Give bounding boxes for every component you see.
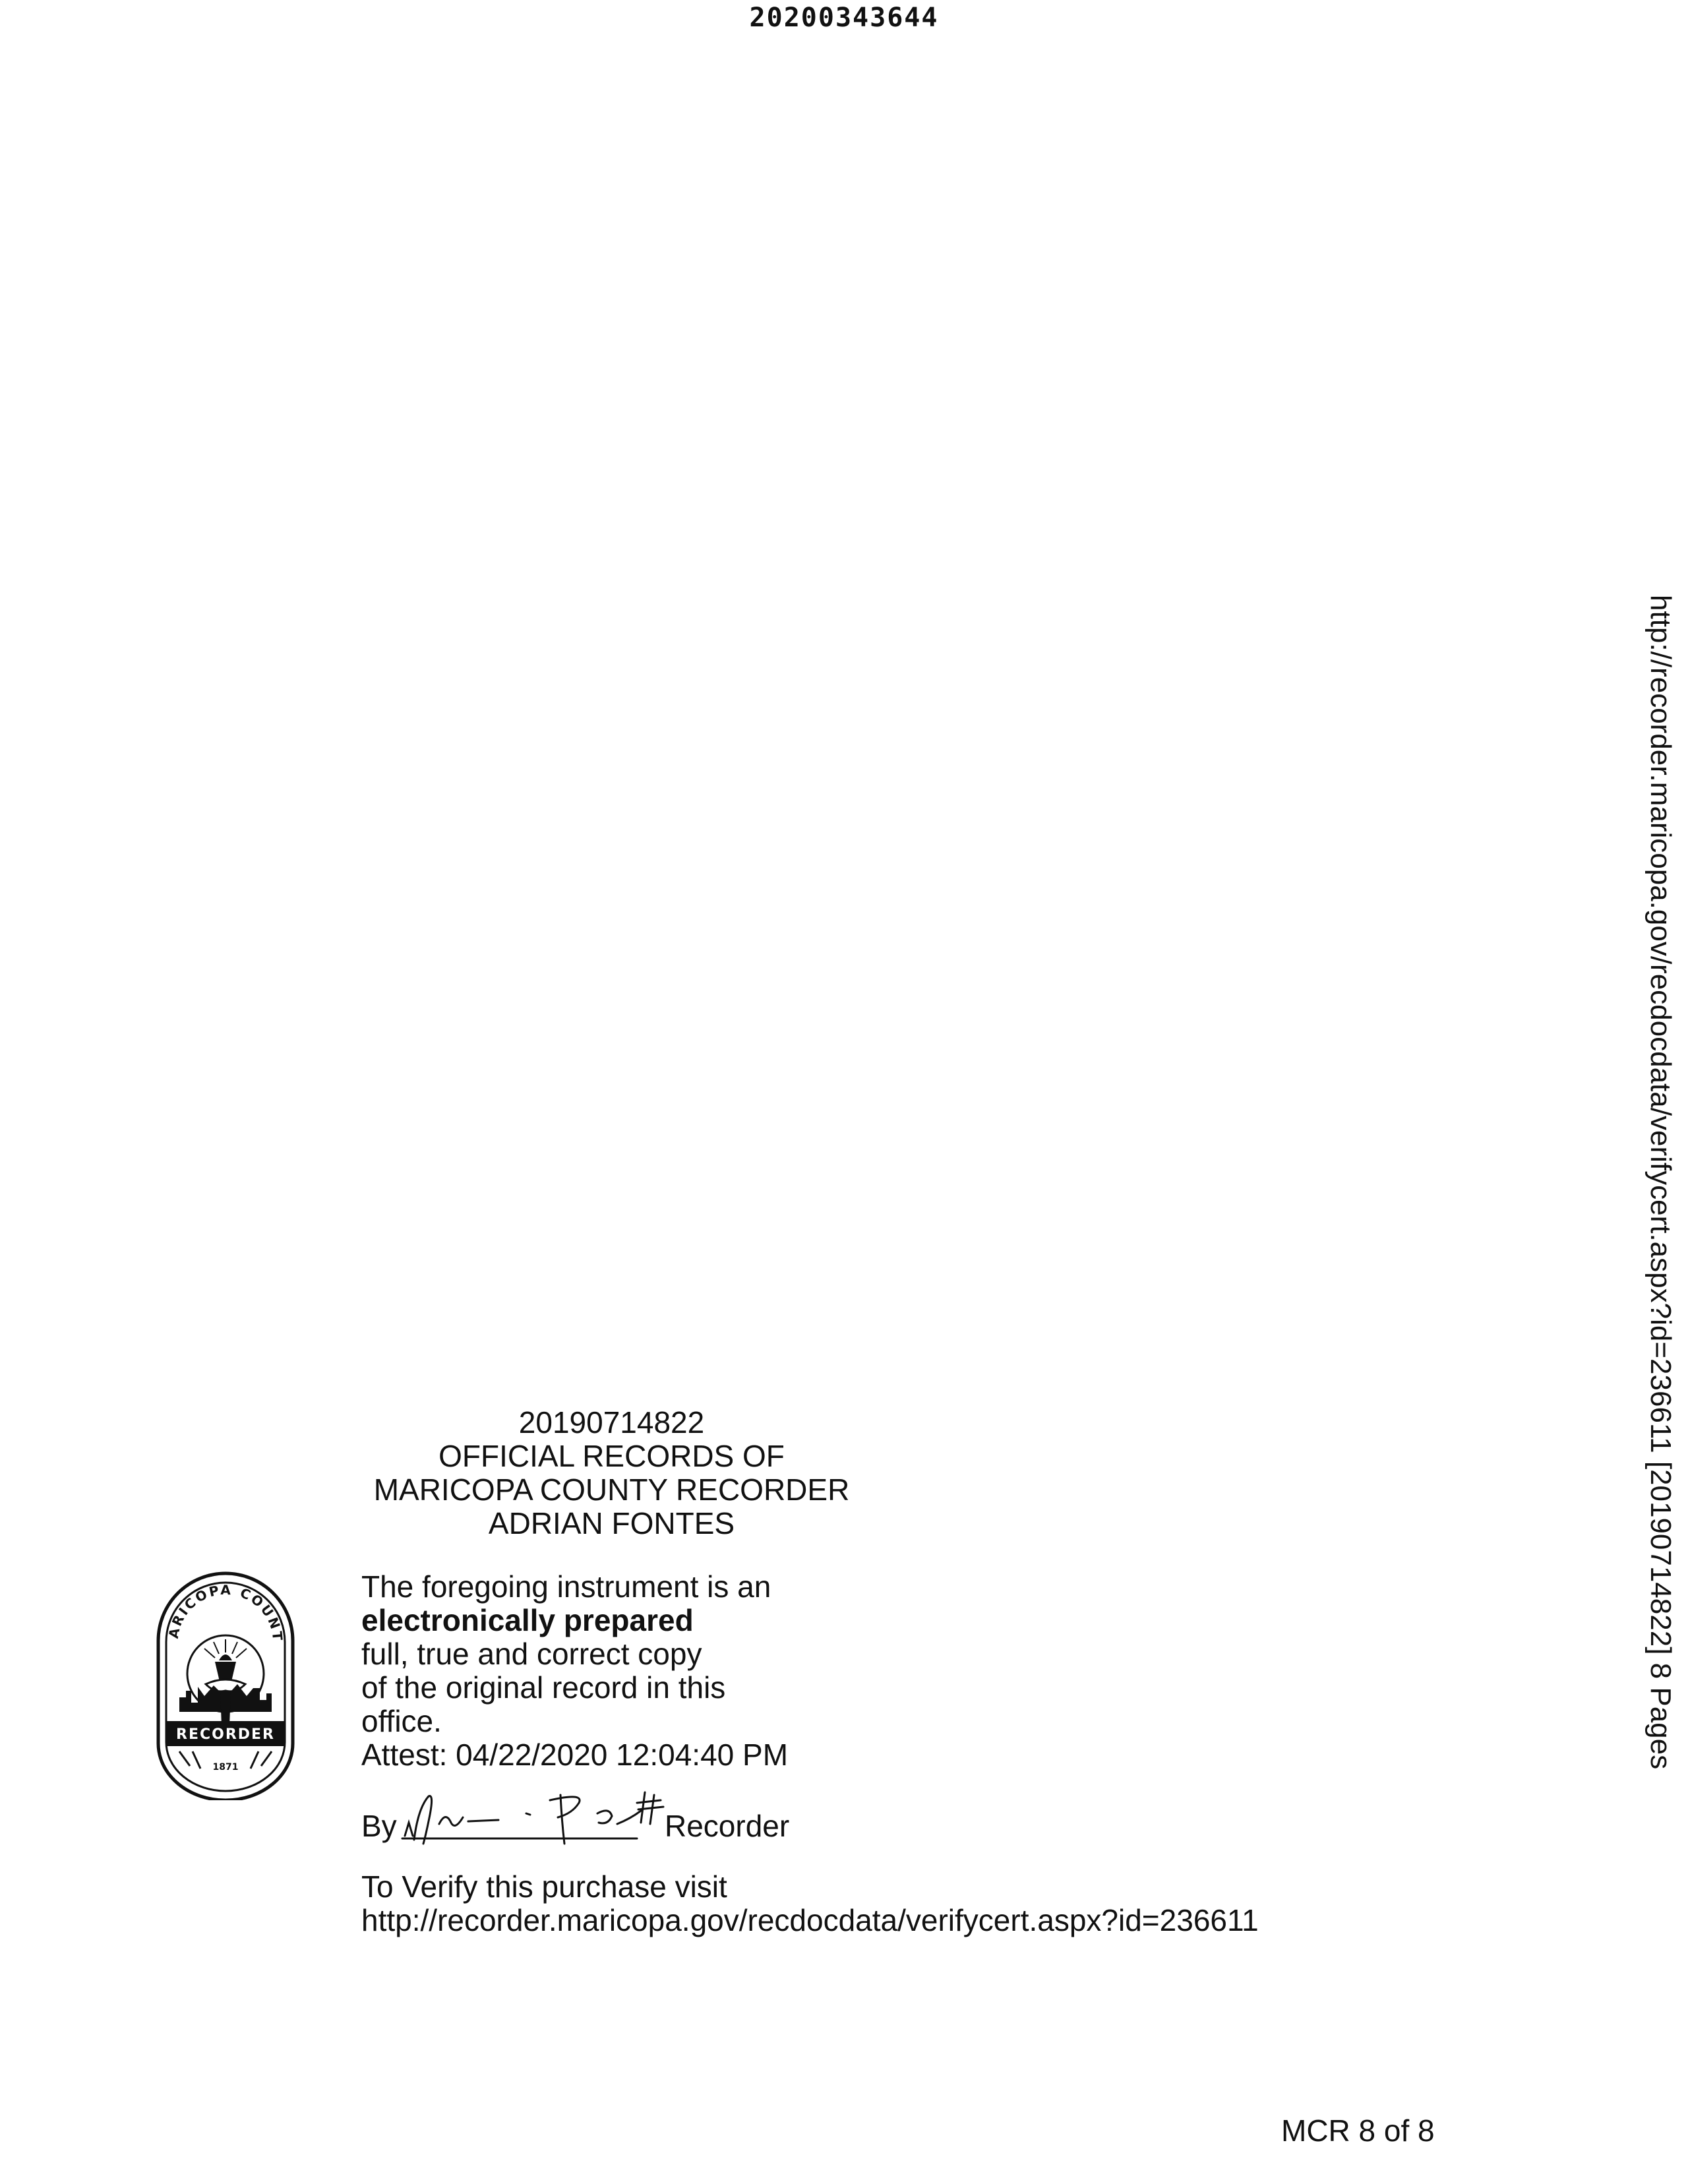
page-counter: MCR 8 of 8 bbox=[1281, 2113, 1435, 2148]
recording-number: 20190714822 bbox=[518, 1405, 705, 1440]
cert-line-3: full, true and correct copy bbox=[361, 1637, 702, 1671]
recorder-title-label: Recorder bbox=[665, 1809, 790, 1843]
side-verification-url: http://recorder.maricopa.gov/recdocdata/verifycert.aspx?id=236611 [20190714822] 8 Pages bbox=[1644, 595, 1677, 1770]
verify-block bbox=[361, 1870, 1259, 1937]
attest-line: Attest: 04/22/2020 12:04:40 PM bbox=[361, 1738, 789, 1772]
cert-line-1: The foregoing instrument is an bbox=[361, 1569, 771, 1604]
seal-arc-text: ARICOPA COUNT bbox=[165, 1581, 286, 1643]
recorder-signature bbox=[400, 1788, 683, 1848]
verify-instruction: To Verify this purchase visit bbox=[361, 1869, 727, 1904]
cert-line-4: of the original record in this bbox=[361, 1670, 726, 1705]
header-line-recorder-name: ADRIAN FONTES bbox=[488, 1506, 735, 1540]
seal-year: 1871 bbox=[212, 1762, 239, 1773]
seal-banner-text: RECORDER bbox=[176, 1726, 275, 1743]
cert-line-electronically-prepared: electronically prepared bbox=[361, 1603, 694, 1637]
county-recorder-seal-logo bbox=[153, 1568, 298, 1800]
recording-header bbox=[297, 1406, 926, 1540]
verify-url: http://recorder.maricopa.gov/recdocdata/verifycert.aspx?id=236611 bbox=[361, 1903, 1259, 1937]
cert-line-5: office. bbox=[361, 1704, 442, 1738]
document-number: 20200343644 bbox=[749, 3, 939, 33]
by-label: By bbox=[361, 1809, 397, 1843]
certification-block bbox=[361, 1570, 788, 1772]
header-line-official-records: OFFICIAL RECORDS OF bbox=[438, 1439, 785, 1473]
header-line-county-recorder: MARICOPA COUNTY RECORDER bbox=[373, 1472, 850, 1507]
